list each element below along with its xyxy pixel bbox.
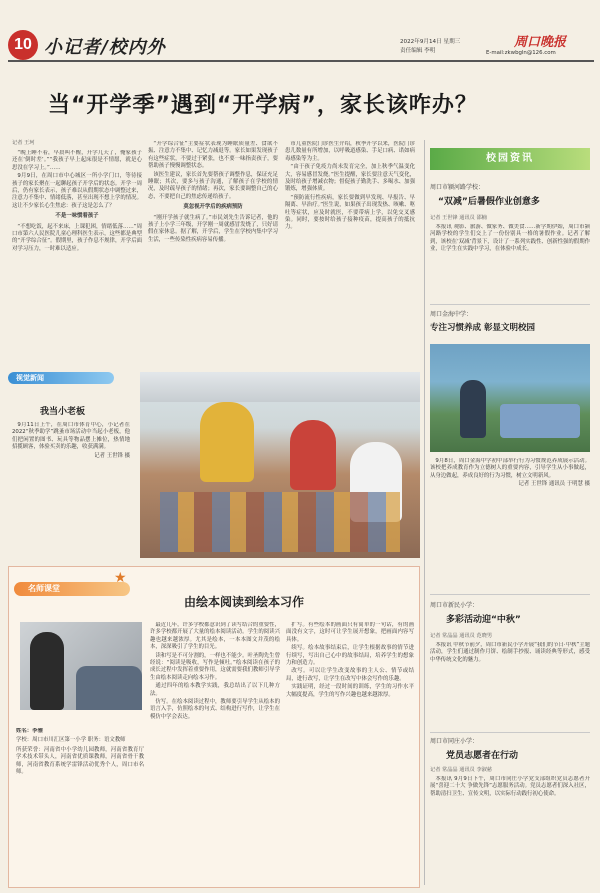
news-divider — [430, 594, 590, 595]
masthead — [0, 0, 600, 62]
teacher-figure — [30, 632, 64, 710]
subheading: 莫忽视开学后的疾病预防 — [183, 204, 243, 211]
news-body — [430, 224, 590, 298]
news-title: 多彩活动迎“中秋” — [446, 615, 521, 625]
market-photo — [140, 372, 420, 558]
column-divider — [424, 140, 425, 885]
contact-email: E-mail:zkwbgln@126.com — [486, 50, 556, 56]
child-figure — [290, 420, 336, 490]
news-divider — [430, 304, 590, 305]
issue-date: 2022年9月14日 星期三 — [400, 39, 461, 45]
campus-news-banner: 校园资讯 — [430, 148, 590, 170]
main-article-col1 — [12, 150, 142, 365]
video-news-title: 我当小老板 — [40, 407, 86, 417]
masthead-rule — [8, 60, 594, 62]
main-article-reporter: 记者 王珂 — [12, 140, 35, 146]
booth-canopy — [140, 372, 420, 402]
subheading: 不是一味惯着孩子 — [55, 213, 99, 220]
paragraph: 市儿童医院门诊医生介绍，秋季开学以来，医院门诊患儿数量有所增加，以呼吸道感染、手足口病、诺如病毒感染等为主。 — [285, 141, 415, 162]
news-byline: 记者 王世锋 通讯员 邵楠 — [430, 215, 487, 221]
person-figure — [460, 380, 486, 438]
news-divider — [430, 732, 590, 733]
paragraph: 续写。绘本故事结束后，让学生根据故事的情节进行续写，写出自己心中的故事结局，培养学生的想象力和创造力。 — [286, 645, 414, 667]
child-figure — [200, 402, 254, 482]
teacher-profile — [16, 728, 144, 884]
teacher-bio: 所获荣誉：河南省中小学幼儿园教师，河南省教育厅学术技术带头人，河南省优质课教师，河南省骨干教师，河南省教育系统学雷锋活动优秀个人，周口市名师。 — [16, 746, 144, 776]
paragraph: “开学综合征”主要症状表现为睡眠质量差、食欲不振、注意力不集中、记忆力减退等。家长如果发现孩子有这些症状，不要过于紧张，也不要一味指责孩子，要帮助孩子慢慢调整状态。 — [148, 141, 278, 170]
stall-goods — [160, 492, 400, 552]
teacher-photo — [20, 622, 142, 710]
teacher-name: 姓名：李雅 — [16, 728, 43, 734]
main-headline: 当“开学季”遇到“开学病”，家长该咋办？ — [48, 93, 478, 118]
paragraph: 本报讯 9月9日下午，周口市同庄小学党支部组织党员志愿者开展“喜迎二十大 争做先锋”志愿服务活动。党员志愿者们深入社区，帮助清扫卫生、宣传文明，以实际行动践行初心使命。 — [430, 776, 590, 797]
teacher-column-title: 由绘本阅读到绘本习作 — [184, 595, 305, 609]
page-number-badge: 10 — [8, 30, 38, 60]
news-school: 周口金海中学： — [430, 311, 473, 318]
news-title: 党员志愿者在行动 — [446, 751, 519, 761]
paragraph: “不想吃饭，起不来床，上课犯困，情绪低落……”周口市第六人民医院儿童心理科医生表示，这些都是典型的“开学综合征”。假期里，孩子作息不规律，开学后面对学习压力，一时难以适应。 — [12, 223, 142, 252]
video-news-banner: 视觉新闻 — [8, 372, 114, 384]
news-body — [430, 458, 590, 522]
news-title: 专注习惯养成 彰显文明校园 — [430, 323, 535, 333]
video-news-body — [12, 422, 130, 544]
paragraph: 9月9日，在周口市中心城区一所小学门口，等待接孩子的家长聚在一起聊起孩子开学后的状态。开学一周后，仍有家长表示，孩子难以从假期状态中调整过来，注意力不集中、情绪低落，甚至出现不想上学的情况。这让不少家长心生焦虑：孩子这是怎么了？ — [12, 173, 142, 209]
photo-credit: 记者 王世锋 摄 — [94, 452, 130, 459]
section-title: 小记者/校内外 — [44, 37, 166, 58]
school-exhibit-photo — [430, 344, 590, 452]
paragraph: 最近几年，许多学校都意识到了读写结合的重要性，许多学校都开展了大量的绘本阅读活动。学生的阅读兴趣也越来越浓厚。尤其是绘本，一本本图文并茂的绘本，深深吸引了学生的目光。 — [150, 622, 280, 651]
photo-credit: 记者 王世锋 通讯员 于明慧 摄 — [518, 481, 590, 488]
news-byline: 记者 常晶晶 通讯员 李淑慈 — [430, 767, 493, 773]
students-figure — [76, 666, 142, 710]
news-byline: 记者 常晶晶 通讯员 范晓男 — [430, 633, 493, 639]
paragraph: 仿写。在绘本阅读过程中，教师要引导学生从绘本的语言入手，仿照绘本的句式、结构进行写作，让学生在模仿中学会表达。 — [150, 699, 280, 720]
teacher-column-col2 — [286, 622, 414, 884]
paragraph: “晚上睡不着，早晨叫不醒，开学几天了，俺家孩子还在‘倒时差’。”“我孩子早上起床很是不情愿，就是心思没在学习上。”…… — [12, 150, 142, 171]
paragraph: 本报讯 观影、旅游、做家务、做美食……新学期伊始，周口市颍河路学校的学生们交上了一份份别具一格的暑假作业。记者了解到，该校在‘双减’背景下，设计了一系列实践性、创新性强的假期作业，让学生在实践中学习，在体验中成长。 — [430, 224, 590, 253]
teacher-info: 学校：周口市川汇区第一小学 职务：语文教师 — [16, 737, 126, 744]
paragraph: 9月11日上午，在周口市体育中心，小记者在2022“秋季助学”跳蚤市场活动中当起小老板，他们把闲置的图书、玩具等物品摆上摊位，热情地招揽顾客，体验买卖的乐趣，收获满满。 — [12, 422, 130, 451]
editor-credit: 责任编辑 李明 — [400, 48, 436, 54]
main-article-col2 — [148, 141, 278, 366]
paragraph: “预防流行性疾病，家长要做到早发现、早报告、早隔离、早治疗。”医生说，如果孩子出现发热、咳嗽、呕吐等症状，应及时就医，不要带病上学，以免交叉感染。同时，要按时给孩子接种疫苗，提高孩子的抵抗力。 — [285, 194, 415, 231]
news-school: 周口市同庄小学： — [430, 738, 479, 745]
news-school: 周口市颍河路学校： — [430, 184, 485, 191]
teacher-column-col1 — [150, 622, 280, 884]
paragraph: 实践证明，经过一段时间的训练，学生的习作水平大幅度提高，学生的写作兴趣也越来越浓厚。 — [286, 684, 414, 698]
star-icon: ★ — [114, 570, 127, 586]
brand-logo: 周口晚报 — [514, 35, 567, 50]
news-body — [430, 642, 590, 692]
teacher-column-banner: 名师课堂 — [14, 582, 130, 596]
paragraph: 该医生建议，家长首先要帮孩子调整作息，保证充足睡眠；其次，要多与孩子沟通，了解孩子在学校的情况，及时疏导孩子的情绪；再次，家长要调整自己的心态，不要把自己的焦虑传递给孩子。 — [148, 171, 278, 200]
paragraph: 读和写是不可分割的，一样也不能少。叶圣陶先生曾经说：“阅读是吸收，写作是倾吐。”绘本阅读在孩子的成长过程中发挥着重要作用，这就需要我们教师引导学生由绘本阅读走向绘本习作。 — [150, 652, 280, 681]
news-body — [430, 776, 590, 836]
paragraph: “由于孩子免疫力尚未发育完全，加上秋季气温变化大，容易感冒发烧。”医生提醒，家长要注意天气变化，及时给孩子增减衣物；督促孩子勤洗手、多喝水、加强锻炼，增强体质。 — [285, 164, 415, 193]
paragraph: 改写。可以让学生改变故事的主人公、情节或结局，进行改写，让学生在改写中体会写作的乐趣。 — [286, 668, 414, 682]
paragraph: 通过四年的绘本教学实践，我总结出了以下几种方法。 — [150, 683, 280, 697]
paragraph: “刚开学孩子就生病了。”市民刘先生告诉记者，他的孩子上小学三年级，开学刚一周就感冒发烧了，只好请假在家休息。据了解，开学后，学生在学校内集中学习生活，一些传染性疾病容易传播。 — [148, 214, 278, 243]
bedding-display — [500, 404, 580, 438]
paragraph: 本报讯 中秋节前夕，周口市新民小学开展“我们的节日·中秋”主题活动，学生们通过制作月饼、绘制手抄报、诵读经典等形式，感受中华传统文化的魅力。 — [430, 642, 590, 663]
news-school: 周口市新民小学： — [430, 602, 479, 609]
main-article-col3 — [285, 141, 415, 366]
paragraph: 扩写。有些绘本的画面只有简单的一句话，有的画面没有文字，这时可让学生展开想象，把画面内容写具体。 — [286, 622, 414, 643]
news-title: “双减”后暑假作业创意多 — [438, 197, 540, 207]
paragraph: 9月8日，周口金海中学初中部举行行为习惯规范养成展示活动。该校把养成教育作为立德树人的重要内容，引导学生从小事做起，从身边做起，养成良好的行为习惯，树立文明新风。 — [430, 458, 590, 479]
